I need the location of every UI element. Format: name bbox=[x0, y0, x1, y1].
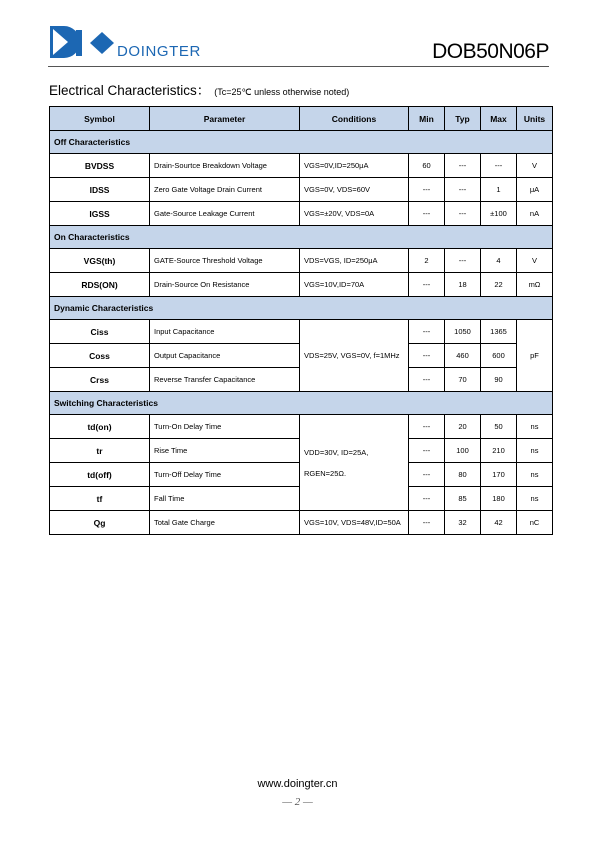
section-row: Off Characteristics bbox=[50, 131, 553, 154]
table-row: IDSS Zero Gate Voltage Drain Current VGS=0V, VDS=60V --- --- 1 μA bbox=[50, 178, 553, 202]
symbol-cell: RDS(ON) bbox=[50, 273, 150, 297]
table-row: td(off) Turn-Off Delay Time --- 80 170 ns bbox=[50, 463, 553, 487]
col-parameter: Parameter bbox=[150, 107, 300, 131]
col-typ: Typ bbox=[445, 107, 481, 131]
symbol-cell: tr bbox=[50, 439, 150, 463]
section-title bbox=[49, 79, 349, 99]
col-min: Min bbox=[409, 107, 445, 131]
dynamic-conditions: VDS=25V, VGS=0V, f=1MHz bbox=[300, 320, 409, 392]
table-row: VGS(th) GATE-Source Threshold Voltage VDS=VGS, ID=250μA 2 --- 4 V bbox=[50, 249, 553, 273]
table-header-row bbox=[50, 107, 553, 131]
table-row: Ciss Input Capacitance VDS=25V, VGS=0V, f=1MHz --- 1050 1365 pF bbox=[50, 320, 553, 344]
switching-conditions: VDD=30V, ID=25A, RGEN=25Ω. bbox=[300, 415, 409, 511]
footer-url: www.doingter.cn bbox=[257, 778, 338, 790]
table-row: tf Fall Time --- 85 180 ns bbox=[50, 487, 553, 511]
title-main: Electrical Characteristics： bbox=[49, 83, 211, 98]
symbol-cell: IDSS bbox=[50, 178, 150, 202]
table-row: Coss Output Capacitance --- 460 600 bbox=[50, 344, 553, 368]
symbol-cell: tf bbox=[50, 487, 150, 511]
part-number: DOB50N06P bbox=[432, 40, 549, 63]
section-row: On Characteristics bbox=[50, 226, 553, 249]
table-row: tr Rise Time --- 100 210 ns bbox=[50, 439, 553, 463]
logo-diamond-icon bbox=[90, 32, 114, 54]
symbol-cell: IGSS bbox=[50, 202, 150, 226]
symbol-cell: Crss bbox=[50, 368, 150, 392]
symbol-cell: td(on) bbox=[50, 415, 150, 439]
electrical-characteristics-table bbox=[49, 106, 553, 535]
col-max: Max bbox=[481, 107, 517, 131]
table-row: RDS(ON) Drain-Source On Resistance VGS=10V,ID=70A --- 18 22 mΩ bbox=[50, 273, 553, 297]
col-units: Units bbox=[517, 107, 553, 131]
section-row: Switching Characteristics bbox=[50, 392, 553, 415]
symbol-cell: Coss bbox=[50, 344, 150, 368]
table-row: td(on) Turn-On Delay Time VDD=30V, ID=25A, RGEN=25Ω. --- 20 50 ns bbox=[50, 415, 553, 439]
symbol-cell: td(off) bbox=[50, 463, 150, 487]
table-row: BVDSS Drain-Sourtce Breakdown Voltage VGS=0V,ID=250μA 60 --- --- V bbox=[50, 154, 553, 178]
company-name: DOINGTER bbox=[117, 43, 201, 60]
section-row: Dynamic Characteristics bbox=[50, 297, 553, 320]
symbol-cell: Ciss bbox=[50, 320, 150, 344]
page-number: — 2 — bbox=[282, 796, 313, 808]
symbol-cell: BVDSS bbox=[50, 154, 150, 178]
title-note: (Tc=25℃ unless otherwise noted) bbox=[214, 87, 350, 97]
symbol-cell: Qg bbox=[50, 511, 150, 535]
symbol-cell: VGS(th) bbox=[50, 249, 150, 273]
header-divider bbox=[48, 66, 549, 67]
col-conditions: Conditions bbox=[300, 107, 409, 131]
table-row: IGSS Gate-Source Leakage Current VGS=±20V, VDS=0A --- --- ±100 nA bbox=[50, 202, 553, 226]
col-symbol: Symbol bbox=[50, 107, 150, 131]
table-row: Qg Total Gate Charge VGS=10V, VDS=48V,ID=50A --- 32 42 nC bbox=[50, 511, 553, 535]
dynamic-units: pF bbox=[517, 320, 553, 392]
table-row: Crss Reverse Transfer Capacitance --- 70 90 bbox=[50, 368, 553, 392]
